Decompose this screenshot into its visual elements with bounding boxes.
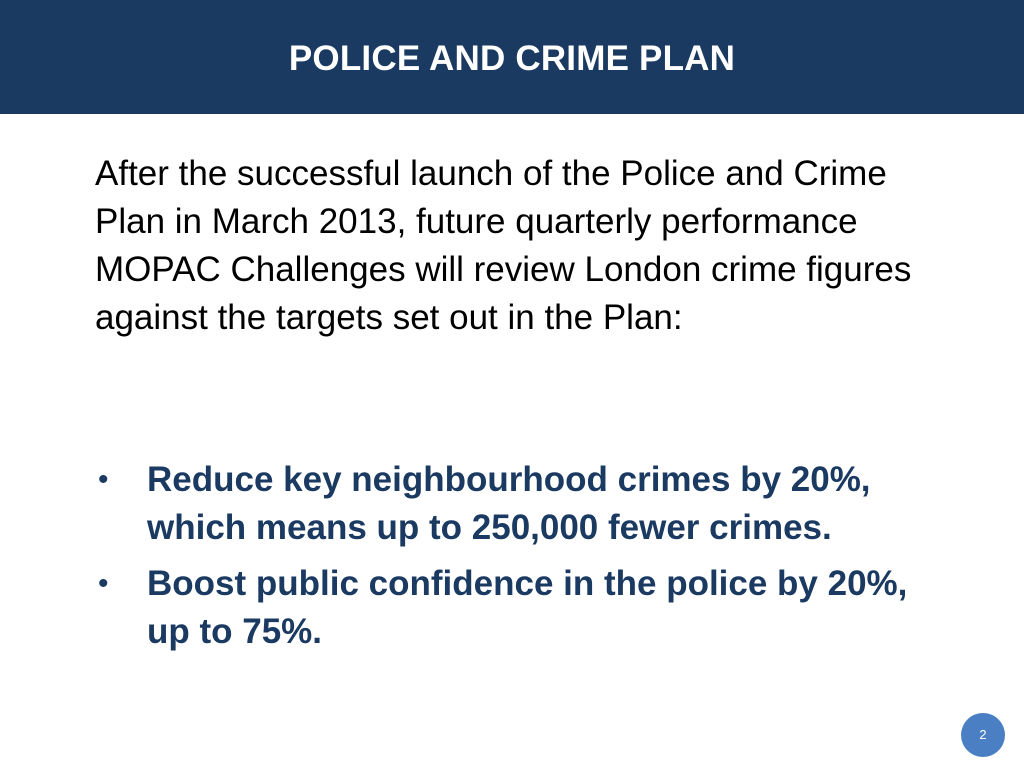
- bullet-icon: •: [98, 567, 109, 600]
- bullet-icon: •: [98, 463, 109, 496]
- list-item: [95, 456, 935, 552]
- page-number-badge: 2: [961, 713, 1005, 757]
- bullet-text: Reduce key neighbourhood crimes by 20%, which means up to 250,000 fewer crimes.: [147, 460, 871, 547]
- intro-paragraph: After the successful launch of the Police and Crime Plan in March 2013, future quarterly performance MOPAC Challenges will review London crime figures against the targets set out in the Plan:: [95, 154, 912, 337]
- slide-title: POLICE AND CRIME PLAN: [288, 39, 736, 78]
- bullet-text: Boost public confidence in the police by 20%, up to 75%.: [147, 564, 908, 651]
- header-bar: [0, 0, 1024, 114]
- target-list: [95, 456, 935, 664]
- list-item: [95, 560, 935, 656]
